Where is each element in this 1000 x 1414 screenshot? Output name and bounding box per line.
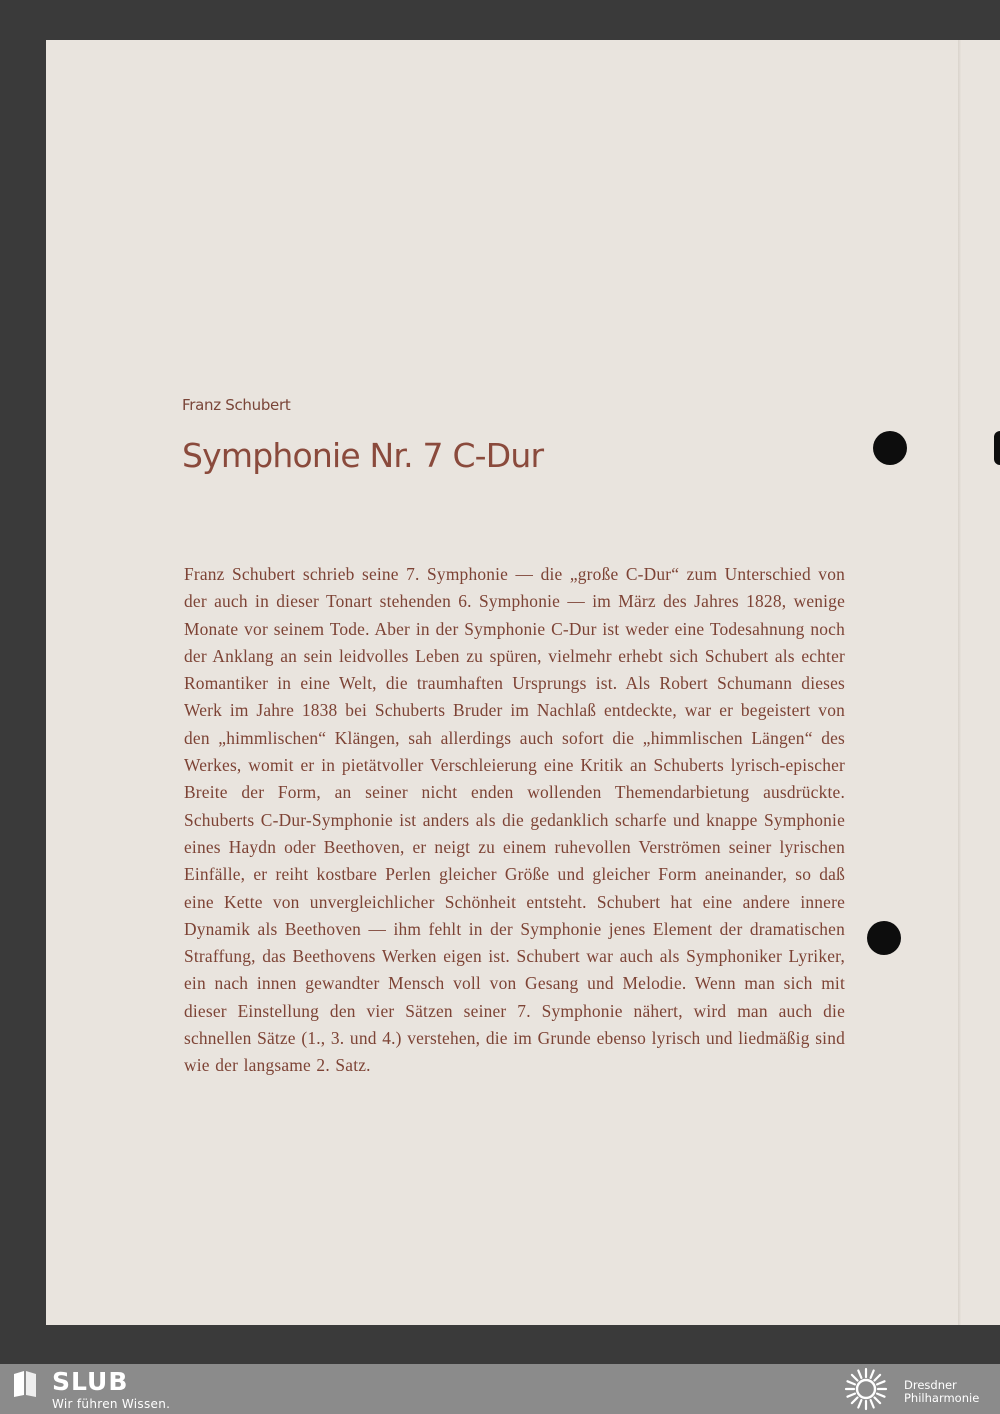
library-name[interactable]: SLUB <box>52 1367 129 1396</box>
punch-hole <box>867 921 901 955</box>
dresdner-philharmonie-sunburst-icon <box>842 1365 890 1413</box>
partner-name[interactable] <box>904 1379 979 1405</box>
punch-hole-partial <box>994 431 1000 465</box>
partner-name-line1: Dresdner <box>904 1378 957 1392</box>
library-tagline: Wir führen Wissen. <box>52 1397 171 1411</box>
author-name: Franz Schubert <box>182 396 291 414</box>
punch-hole <box>873 431 907 465</box>
document-title: Symphonie Nr. 7 C-Dur <box>182 436 544 475</box>
page-edge <box>958 40 962 1325</box>
body-paragraph: Franz Schubert schrieb seine 7. Symphonie — die „große C-Dur“ zum Unterschied von der auch in dieser Tonart stehenden 6. Symphonie — im März des Jahres 1828, wenige Monate vor seinem Tode. Aber in der Symphonie C-Dur ist weder eine Todesahnung noch der Anklang an sein leidvolles Leben zu spüren, vielmehr erhebt sich Schubert als echter Romantiker in eine Welt, die traumhaften Ursprungs ist. Als Robert Schumann dieses Werk im Jahre 1838 bei Schuberts Bruder im Nachlaß entdeckte, war er begeistert von den „himmlischen“ Klängen, sah allerdings auch sofort die „himmlischen Längen“ des Werkes, womit er in pietätvoller Verschleierung eine Kritik an Schuberts lyrisch-epischer Breite der Form, an seiner nicht enden wollenden Themendarbietung ausdrückte. Schuberts C-Dur-Symphonie ist anders als die gedanklich scharfe und knappe Symphonie eines Haydn oder Beethoven, er neigt zu einem ruhevollen Verströmen seiner lyrischen Einfälle, er reiht kostbare Perlen gleicher Größe und gleicher Form aneinander, so daß eine Kette von unvergleichlicher Schönheit entsteht. Schubert hat eine andere innere Dynamik als Beethoven — ihm fehlt in der Symphonie jenes Element der dramatischen Straffung, das Beethovens Werken eigen ist. Schubert war auch als Symphoniker Lyriker, ein nach innen gewandter Mensch voll von Gesang und Melodie. Wenn man sich mit dieser Einstellung den vier Sätzen seiner 7. Symphonie nähert, wird man auch die schnellen Sätze (1., 3. und 4.) verstehen, die im Grunde ebenso lyrisch und liedmäßig sind wie der langsame 2. Satz. <box>184 564 845 1076</box>
footer-bar <box>0 1364 1000 1414</box>
partner-name-line2: Philharmonie <box>904 1391 980 1405</box>
slub-book-icon <box>12 1370 38 1398</box>
